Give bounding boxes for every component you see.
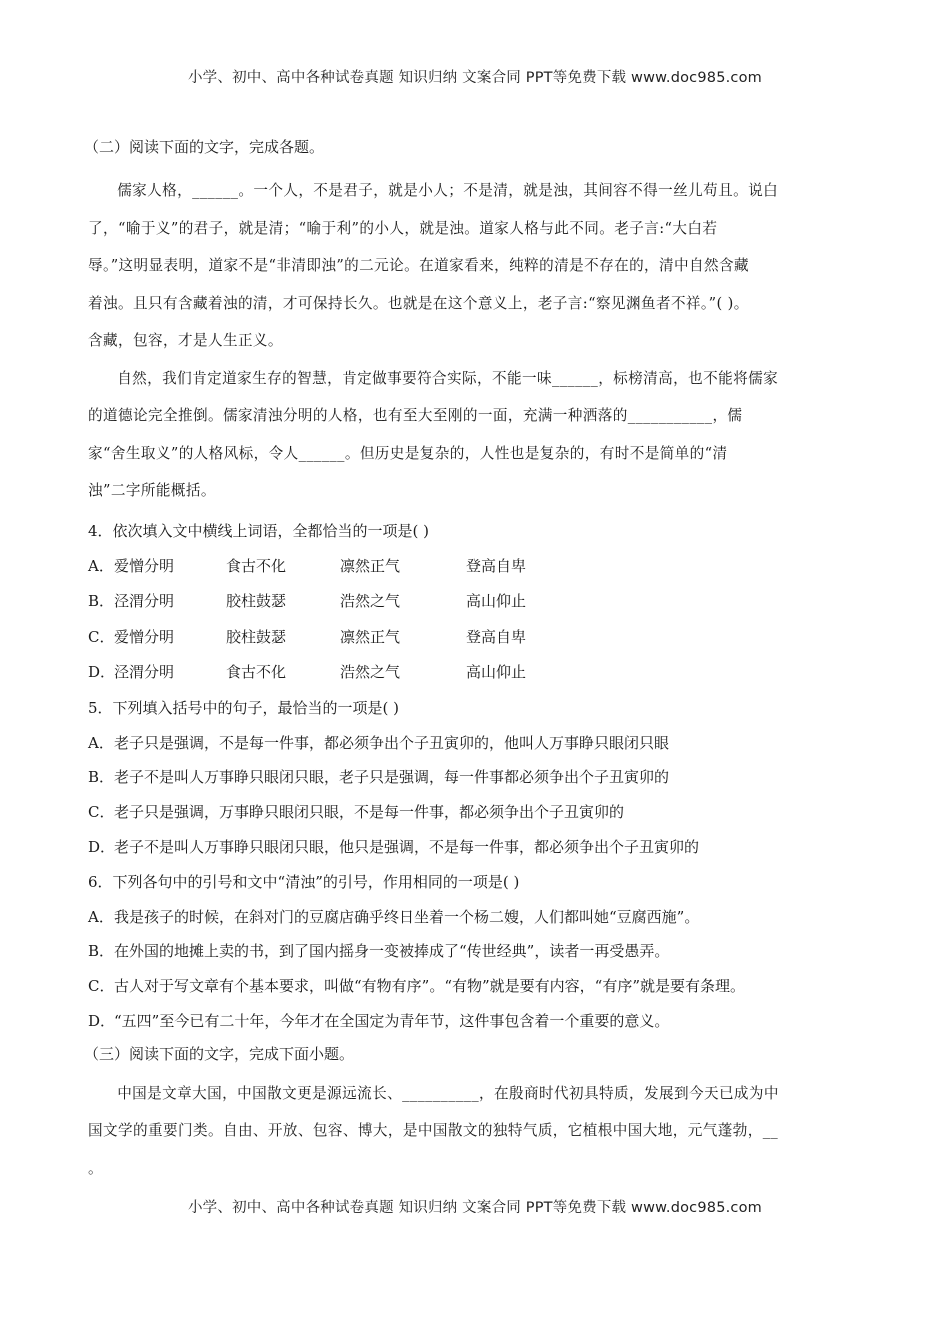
- section-2-passage: [88, 172, 866, 510]
- question-5-options: [88, 726, 866, 865]
- passage-line: 中国是文章大国，中国散文更是源远流长、__________，在殷商时代初具特质，发展到今天已成为中: [117, 1084, 779, 1102]
- option-letter: B．: [88, 768, 115, 787]
- option-letter: C．: [88, 977, 115, 996]
- option-row: [88, 655, 866, 691]
- option-row: [88, 969, 866, 1004]
- option-letter: D．: [88, 663, 116, 681]
- passage-line: 家“舍生取义”的人格风标，令人______。但历史是复杂的，人性也是复杂的，有时不是简单的“清: [88, 444, 728, 462]
- option-letter: C．: [88, 627, 115, 646]
- option-text: “五四”至今已有二十年，今年才在全国定为青年节，这件事包含着一个重要的意义。: [114, 1012, 670, 1031]
- question-4-options: [88, 549, 866, 691]
- option-word: 胶柱鼓瑟: [226, 592, 287, 610]
- option-row: [88, 934, 866, 969]
- question-6-title: 6．下列各句中的引号和文中“清浊”的引号，作用相同的一项是( ): [88, 872, 520, 891]
- option-row: [88, 760, 866, 795]
- option-word: 凛然正气: [340, 556, 401, 575]
- option-letter: A．: [88, 556, 114, 575]
- option-text: 我是孩子的时候，在斜对门的豆腐店确乎终日坐着一个杨二嫂，人们都叫她“豆腐西施”。: [114, 907, 700, 926]
- option-row: [88, 726, 866, 761]
- passage-line: 着浊。且只有含藏着浊的清，才可保持长久。也就是在这个意义上，老子言:“察见渊鱼者不祥。”( )。: [88, 294, 749, 312]
- option-text: 古人对于写文章有个基本要求，叫做“有物有序”。“有物”就是要有内容，“有序”就是要有条理。: [114, 977, 746, 996]
- option-row: [88, 620, 866, 656]
- question-6-options: [88, 900, 866, 1039]
- option-word: 浩然之气: [340, 592, 401, 610]
- document-body: [84, 136, 866, 1191]
- section-2-title: （二）阅读下面的文字，完成各题。: [84, 138, 325, 156]
- option-letter: A．: [88, 907, 114, 926]
- option-word: 凛然正气: [340, 627, 401, 646]
- option-word: 食古不化: [226, 556, 287, 575]
- section-3-passage: [88, 1075, 866, 1188]
- option-row: [88, 795, 866, 830]
- option-letter: D．: [88, 1012, 116, 1031]
- option-word: 高山仰止: [466, 663, 527, 681]
- option-letter: D．: [88, 837, 116, 856]
- passage-line: 浊”二字所能概括。: [88, 482, 216, 499]
- option-word: 登高自卑: [466, 627, 527, 646]
- section-3: [84, 1039, 866, 1188]
- option-text: 老子不是叫人万事睁只眼闭只眼，老子只是强调，每一件事都必须争出个子丑寅卯的: [114, 768, 670, 787]
- option-text: 老子只是强调，不是每一件事，都必须争出个子丑寅卯的，他叫人万事睁只眼闭只眼: [114, 733, 670, 752]
- option-word: 胶柱鼓瑟: [226, 627, 287, 646]
- option-text: 老子只是强调，万事睁只眼闭只眼，不是每一件事，都必须争出个子丑寅卯的: [114, 803, 625, 822]
- question-4-title: 4．依次填入文中横线上词语，全都恰当的一项是( ): [88, 521, 430, 540]
- option-row: [88, 830, 866, 865]
- option-word: 浩然之气: [340, 663, 401, 681]
- page-footer: 小学、初中、高中各种试卷真题 知识归纳 文案合同 PPT等免费下载 www.doc985.com: [187, 1200, 763, 1216]
- option-text: 在外国的地摊上卖的书，到了国内摇身一变被捧成了“传世经典”，读者一再受愚弄。: [114, 942, 670, 961]
- passage-line: 辱。”这明显表明，道家不是“非清即浊”的二元论。在道家看来，纯粹的清是不存在的，清中自然含藏: [88, 257, 750, 274]
- option-word: 爱憎分明: [114, 556, 175, 575]
- passage-line: 自然，我们肯定道家生存的智慧，肯定做事要符合实际，不能一味______，标榜清高，也不能将儒家: [117, 369, 779, 387]
- option-letter: B．: [88, 592, 115, 610]
- option-letter: C．: [88, 803, 115, 822]
- option-row: [88, 1004, 866, 1039]
- page-header: 小学、初中、高中各种试卷真题 知识归纳 文案合同 PPT等免费下载 www.doc985.com: [187, 70, 763, 86]
- passage-line: 国文学的重要门类。自由、开放、包容、博大，是中国散文的独特气质，它植根中国大地，元气蓬勃，__: [88, 1122, 779, 1140]
- passage-line: 儒家人格，______。一个人，不是君子，就是小人；不是清，就是浊，其间容不得一丝儿苟且。说白: [117, 182, 779, 199]
- passage-line: 的道德论完全推倒。儒家清浊分明的人格，也有至大至刚的一面，充满一种洒落的___________，儒: [88, 407, 743, 424]
- option-letter: A．: [88, 733, 114, 752]
- question-5-title: 5．下列填入括号中的句子，最恰当的一项是( ): [88, 698, 400, 717]
- option-word: 泾渭分明: [114, 592, 175, 610]
- option-row: [88, 900, 866, 935]
- option-text: 老子不是叫人万事睁只眼闭只眼，他只是强调，不是每一件事，都必须争出个子丑寅卯的: [114, 837, 700, 856]
- option-word: 爱憎分明: [114, 627, 175, 646]
- option-word: 食古不化: [226, 663, 287, 681]
- option-word: 泾渭分明: [114, 663, 175, 681]
- option-letter: B．: [88, 942, 115, 961]
- passage-line: 了，“喻于义”的君子，就是清；“喻于利”的小人，就是浊。道家人格与此不同。老子言:“大白若: [88, 219, 718, 237]
- option-word: 高山仰止: [466, 592, 527, 610]
- option-row: [88, 549, 866, 585]
- section-3-title: （三）阅读下面的文字，完成下面小题。: [84, 1044, 355, 1063]
- option-word: 登高自卑: [466, 556, 527, 575]
- passage-line: 含藏，包容，才是人生正义。: [88, 332, 283, 349]
- passage-line: 。: [88, 1159, 103, 1177]
- option-row: [88, 584, 866, 620]
